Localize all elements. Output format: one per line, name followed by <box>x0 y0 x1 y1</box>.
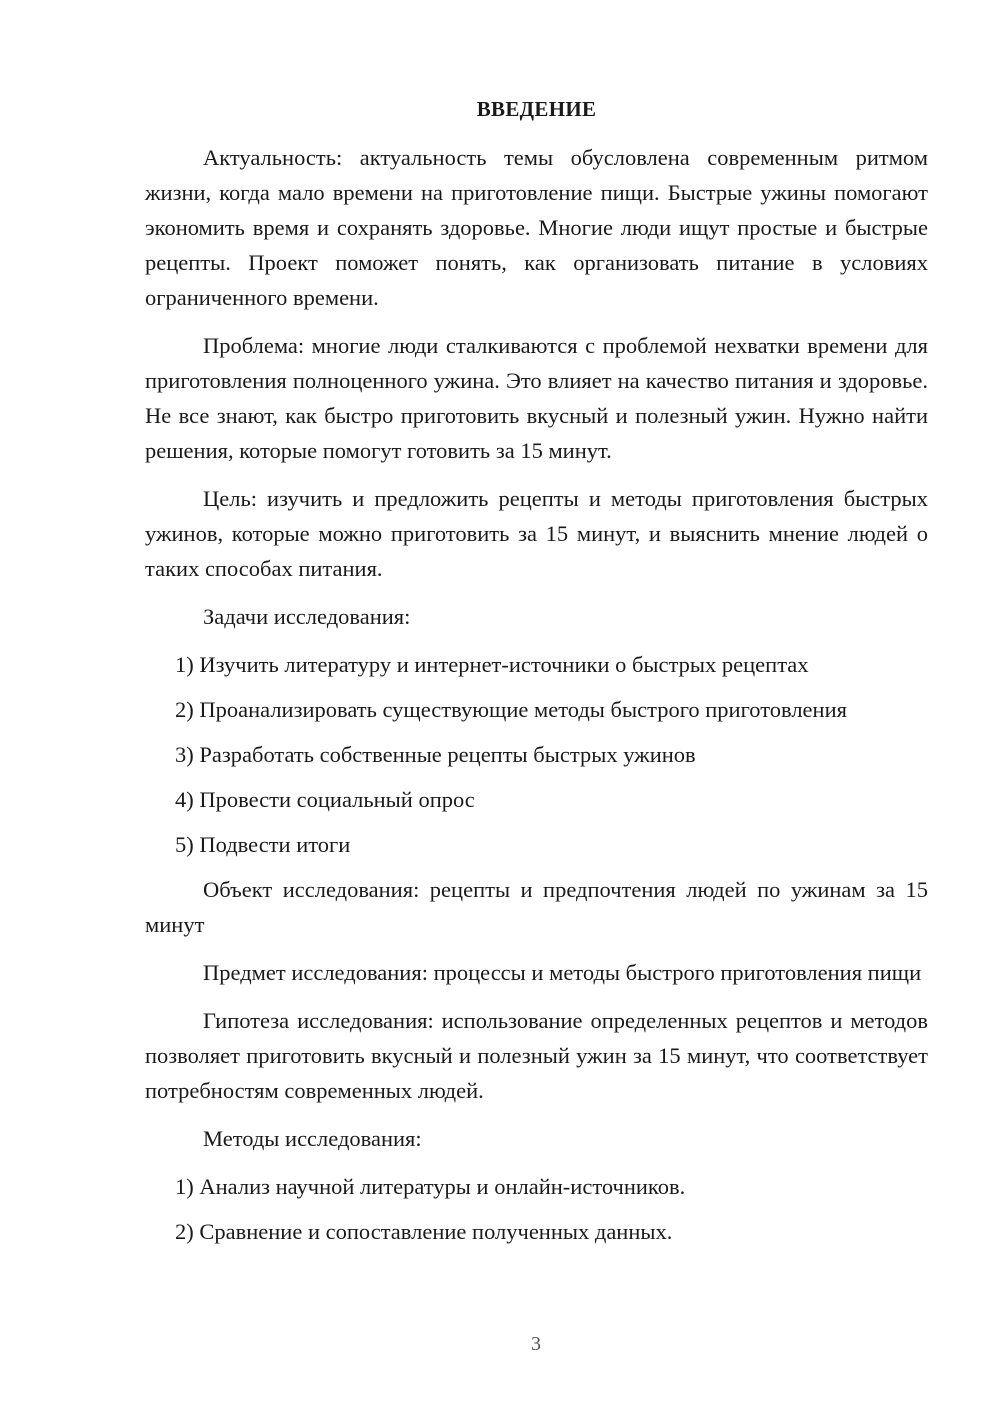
hypothesis-paragraph: Гипотеза исследования: использование определенных рецептов и методов позволяет приготовить вкусный и полезный ужин за 15 минут, что соответствует потребностям современных людей. <box>145 1008 928 1103</box>
list-item: 4) Провести социальный опрос <box>175 787 475 812</box>
page-title: ВВЕДЕНИЕ <box>476 97 597 121</box>
subject-paragraph: Предмет исследования: процессы и методы быстрого приготовления пищи <box>203 960 922 985</box>
tasks-heading: Задачи исследования: <box>203 604 411 629</box>
problem-paragraph: Проблема: многие люди сталкиваются с проблемой нехватки времени для приготовления полноценного ужина. Это влияет на качество питания и здоровье. Не все знают, как быстро приготовить вкусный и полезный ужин. Нужно найти решения, которые помогут готовить за 15 минут. <box>145 333 928 463</box>
list-item: 1) Анализ научной литературы и онлайн-источников. <box>175 1174 686 1199</box>
list-item: 2) Проанализировать существующие методы быстрого приготовления <box>175 697 847 722</box>
list-item: 1) Изучить литературу и интернет-источники о быстрых рецептах <box>175 652 809 677</box>
relevance-paragraph: Актуальность: актуальность темы обусловлена современным ритмом жизни, когда мало времени на приготовление пищи. Быстрые ужины помогают экономить время и сохранять здоровье. Многие люди ищут простые и быстрые рецепты. Проект поможет понять, как организовать питание в условиях ограниченного времени. <box>145 145 928 310</box>
methods-list <box>145 1169 928 1249</box>
list-item: 5) Подвести итоги <box>175 832 351 857</box>
goal-paragraph: Цель: изучить и предложить рецепты и методы приготовления быстрых ужинов, которые можно приготовить за 15 минут, и выяснить мнение людей о таких способах питания. <box>145 486 928 581</box>
document-page <box>145 92 928 1259</box>
page-number: 3 <box>531 1333 541 1355</box>
object-paragraph: Объект исследования: рецепты и предпочтения людей по ужинам за 15 минут <box>145 877 928 937</box>
methods-heading: Методы исследования: <box>203 1126 422 1151</box>
list-item: 3) Разработать собственные рецепты быстрых ужинов <box>175 742 696 767</box>
tasks-list <box>145 647 928 862</box>
list-item: 2) Сравнение и сопоставление полученных данных. <box>175 1219 673 1244</box>
